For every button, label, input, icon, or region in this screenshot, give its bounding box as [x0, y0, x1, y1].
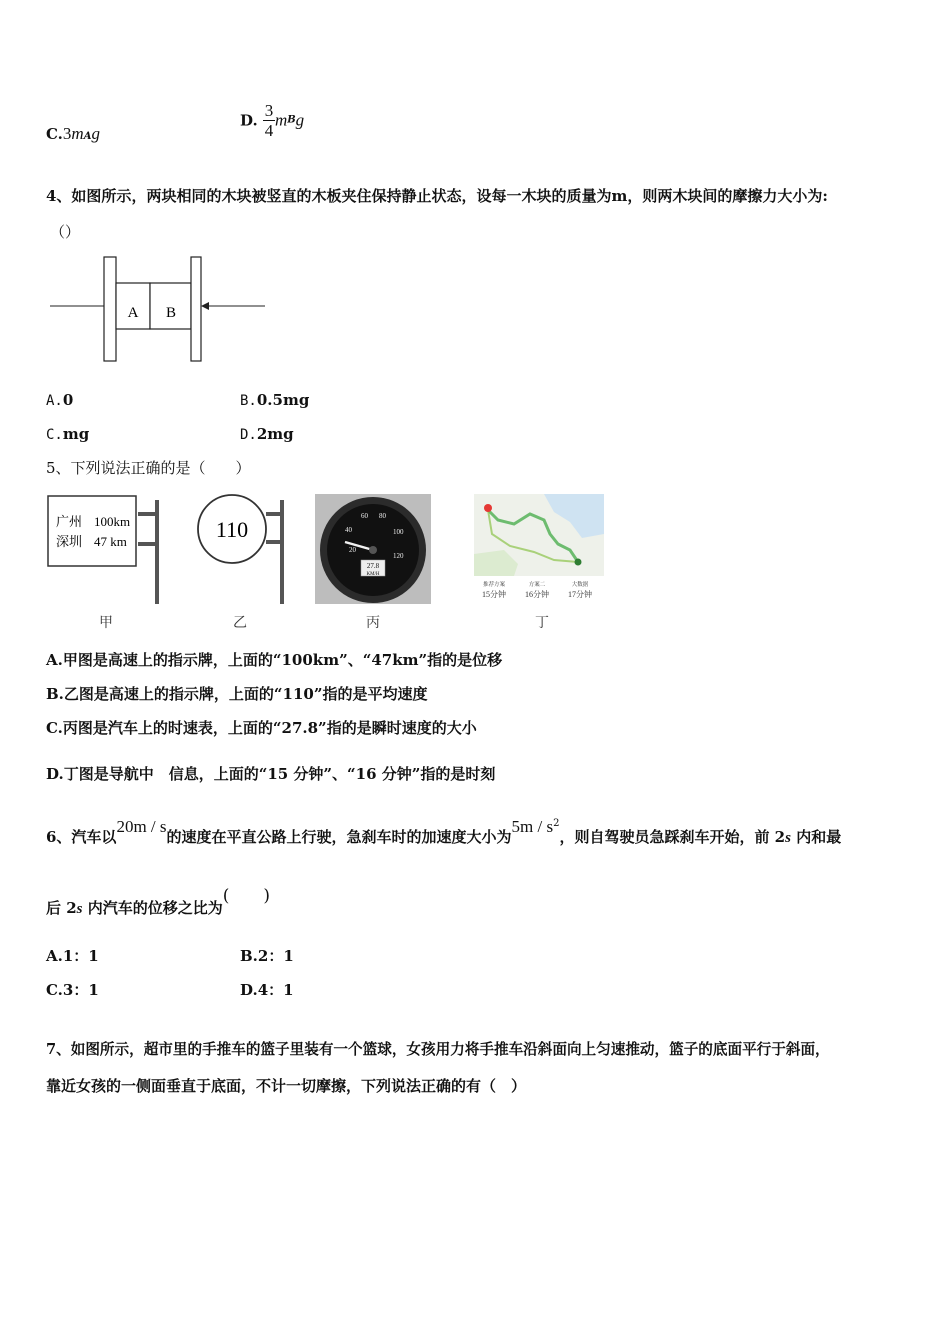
q7-stem-line2: 靠近女孩的一侧面垂直于底面，不计一切摩擦，下列说法正确的有（ ）: [46, 1077, 527, 1095]
start-marker: [484, 504, 492, 512]
q6-answer-paren: ( ): [222, 886, 271, 906]
q6-option-b: B.2：1: [240, 947, 294, 965]
speedometer-tick: 60: [361, 512, 368, 520]
q6-stem-line1: 6、汽车以20m / s的速度在平直公路上行驶，急刹车时的加速度大小为$5m / s^2$，则自驾驶员急踩刹车开始，前 2s 内和最: [46, 817, 842, 846]
sign-distance-1: 100km: [94, 514, 131, 529]
nav-route-time: 17分钟: [568, 590, 592, 599]
end-marker: [575, 559, 582, 566]
caption-yi: 乙: [233, 615, 247, 631]
caption-bing: 丙: [366, 615, 380, 631]
q5-option-a: A.甲图是高速上的指示牌，上面的“100km”、“47km”指的是位移: [46, 651, 503, 669]
q4-option-b: B.0.5mg: [240, 391, 310, 409]
speedometer-unit: KM/H: [366, 572, 380, 577]
q6-option-d: D.4：1: [240, 981, 294, 999]
q5-option-d: D.丁图是导航中 信息，上面的“15 分钟”、“16 分钟”指的是时刻: [46, 765, 496, 783]
clamped-blocks-figure: [46, 254, 271, 366]
caption-ding: 丁: [535, 615, 549, 631]
speedometer-tick: 40: [345, 526, 352, 534]
q5-stem: 5、下列说法正确的是（ ）: [46, 459, 251, 477]
speed-limit-value: 110: [215, 517, 249, 542]
speedometer-tick: 80: [379, 512, 386, 520]
speed-value: 20m / s: [116, 817, 167, 836]
highway-sign-figure: [46, 492, 166, 606]
nav-route-name: 推荐方案: [482, 582, 506, 588]
nav-route-name: 方案二: [528, 582, 546, 588]
nav-route-time: 15分钟: [482, 590, 506, 599]
q4-stem: 4、如图所示，两块相同的木块被竖直的木板夹住保持静止状态，设每一木块的质量为m，则两木块间的摩擦力大小为:: [46, 187, 828, 205]
q5-option-c: C.丙图是汽车上的时速表，上面的“27.8”指的是瞬时速度的大小: [46, 719, 477, 737]
q6-option-a: A.1：1: [46, 947, 99, 965]
q4-answer-paren: （）: [50, 223, 81, 241]
speed-limit-sign-figure: [192, 492, 290, 606]
nav-route-name: 大数据: [571, 582, 589, 588]
q5-option-b: B.乙图是高速上的指示牌，上面的“110”指的是平均速度: [46, 685, 428, 703]
speedometer-tick: 20: [349, 546, 356, 554]
acceleration-value: 5m / s: [511, 817, 554, 836]
block-b-label: B: [165, 305, 177, 321]
q4-option-a: A.0: [46, 391, 74, 409]
left-board: [104, 257, 116, 361]
q4-option-c: C.mg: [46, 425, 90, 443]
speedometer-figure: [315, 494, 431, 604]
sign-distance-2: 47 km: [94, 534, 127, 549]
caption-jia: 甲: [99, 615, 113, 631]
q6-option-c: C.3：1: [46, 981, 99, 999]
q6-stem-line2: 后 2s 内汽车的位移之比为( ): [46, 886, 271, 917]
q4-option-d: D.2mg: [240, 425, 294, 443]
q3-option-d: D. $\frac{3}{4}$ mBg: [240, 101, 305, 140]
right-board: [191, 257, 201, 361]
q7-stem-line1: 7、如图所示，超市里的手推车的篮子里装有一个篮球，女孩用力将手推车沿斜面向上匀速推动，篮子的底面平行于斜面，: [46, 1041, 830, 1058]
sign-city-2: 深圳: [56, 534, 83, 549]
block-a-label: A: [127, 305, 139, 321]
speedometer-tick: 100: [393, 528, 404, 536]
q3-option-c: C.3mAg: [46, 124, 100, 143]
speedometer-tick: 120: [393, 552, 404, 560]
sign-city-1: 广州: [56, 514, 83, 529]
nav-route-time: 16分钟: [525, 590, 549, 599]
fraction: $\frac{3}{4}$: [264, 101, 274, 140]
navigation-map-figure: [474, 494, 604, 606]
speedometer-readout: 27.8: [366, 562, 380, 570]
